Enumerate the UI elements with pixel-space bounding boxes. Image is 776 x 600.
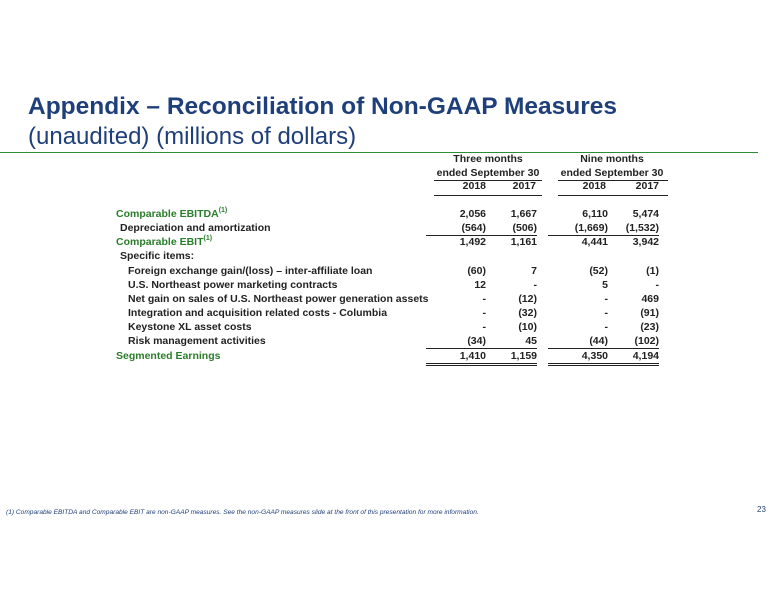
- three-months-header-line2: ended September 30: [436, 167, 540, 179]
- col-header-3m-2018: 2018: [462, 180, 486, 192]
- table-row: [0, 292, 776, 306]
- cell-3m-2018: 12: [474, 279, 486, 291]
- cell-9m-2018: (52): [589, 265, 608, 277]
- cell-9m-2017: 469: [641, 293, 659, 305]
- cell-9m-2017: (91): [640, 307, 659, 319]
- three-months-header-line1: Three months: [453, 153, 523, 165]
- row-label: Foreign exchange gain/(loss) – inter-affiliate loan: [128, 265, 373, 277]
- cell-3m-2017: 7: [531, 265, 537, 277]
- page-number: 23: [757, 505, 766, 514]
- table-row: [0, 264, 776, 278]
- cell-9m-2017: -: [655, 279, 659, 291]
- table-row: [0, 320, 776, 334]
- table-row: [0, 221, 776, 235]
- slide-subtitle: (unaudited) (millions of dollars): [28, 123, 357, 150]
- cell-9m-2017: (23): [640, 321, 659, 333]
- cell-3m-2017: (10): [518, 321, 537, 333]
- col-header-3m-2017: 2017: [512, 180, 536, 192]
- cell-9m-2017: (1): [646, 265, 659, 277]
- cell-3m-2018: 1,410: [426, 349, 486, 366]
- table-row: [0, 207, 776, 221]
- cell-3m-2017: 1,161: [510, 236, 537, 248]
- cell-9m-2017: 4,194: [599, 349, 659, 366]
- cell-9m-2018: -: [604, 321, 608, 333]
- table-row: [0, 306, 776, 320]
- nine-months-header-line2: ended September 30: [560, 167, 664, 179]
- row-label: Keystone XL asset costs: [128, 321, 252, 333]
- row-label: Depreciation and amortization: [120, 222, 271, 234]
- footnote: (1) Comparable EBITDA and Comparable EBIT are non-GAAP measures. See the non-GAAP measures slide at the front of this presentation for more information.: [6, 509, 479, 516]
- cell-3m-2018: (60): [467, 265, 486, 277]
- footnote-marker: (1): [218, 207, 228, 214]
- cell-3m-2017: 1,667: [510, 208, 537, 220]
- nine-months-header-line1: Nine months: [580, 153, 644, 165]
- cell-9m-2018: 6,110: [582, 208, 608, 220]
- footnote-marker: (1): [203, 235, 213, 242]
- cell-9m-2018: 5: [602, 279, 608, 291]
- cell-3m-2018: 1,492: [459, 236, 486, 248]
- slide-title: Appendix – Reconciliation of Non-GAAP Measures: [28, 93, 618, 120]
- cell-3m-2017: (506): [477, 221, 537, 236]
- nine-months-year-underline: [558, 195, 668, 196]
- cell-3m-2018: (34): [426, 334, 486, 349]
- cell-9m-2017: 5,474: [632, 208, 659, 220]
- three-months-year-underline: [434, 195, 542, 196]
- cell-9m-2017: (102): [599, 334, 659, 349]
- cell-9m-2018: (1,669): [548, 221, 608, 236]
- table-row: [0, 349, 776, 363]
- cell-9m-2018: 4,441: [581, 236, 608, 248]
- row-label: Comparable EBITDA$^{(1)}$: [116, 207, 228, 220]
- cell-9m-2018: -: [604, 307, 608, 319]
- cell-3m-2017: -: [533, 279, 537, 291]
- col-header-9m-2017: 2017: [635, 180, 659, 192]
- cell-9m-2018: -: [604, 293, 608, 305]
- cell-3m-2017: 45: [477, 334, 537, 349]
- cell-3m-2018: 2,056: [459, 208, 486, 220]
- cell-3m-2017: (32): [518, 307, 537, 319]
- section-label: Specific items:: [120, 250, 195, 262]
- cell-3m-2017: 1,159: [477, 349, 537, 366]
- cell-9m-2017: 3,942: [632, 236, 659, 248]
- row-label: U.S. Northeast power marketing contracts: [128, 279, 338, 291]
- cell-9m-2018: (44): [548, 334, 608, 349]
- row-label: Net gain on sales of U.S. Northeast power generation assets: [128, 293, 429, 305]
- col-header-9m-2018: 2018: [582, 180, 606, 192]
- row-label: Risk management activities: [128, 335, 266, 347]
- cell-3m-2018: -: [482, 321, 486, 333]
- cell-3m-2018: (564): [426, 221, 486, 236]
- table-row: [0, 249, 776, 263]
- row-label: Integration and acquisition related costs - Columbia: [128, 307, 388, 319]
- cell-3m-2017: (12): [518, 293, 537, 305]
- table-row: [0, 235, 776, 249]
- table-row: [0, 334, 776, 348]
- cell-3m-2018: -: [482, 307, 486, 319]
- cell-9m-2018: 4,350: [548, 349, 608, 366]
- row-label: Segmented Earnings: [116, 350, 221, 362]
- row-label: Comparable EBIT$^{(1)}$: [116, 235, 213, 248]
- table-row: [0, 278, 776, 292]
- cell-9m-2017: (1,532): [599, 221, 659, 236]
- cell-3m-2018: -: [482, 293, 486, 305]
